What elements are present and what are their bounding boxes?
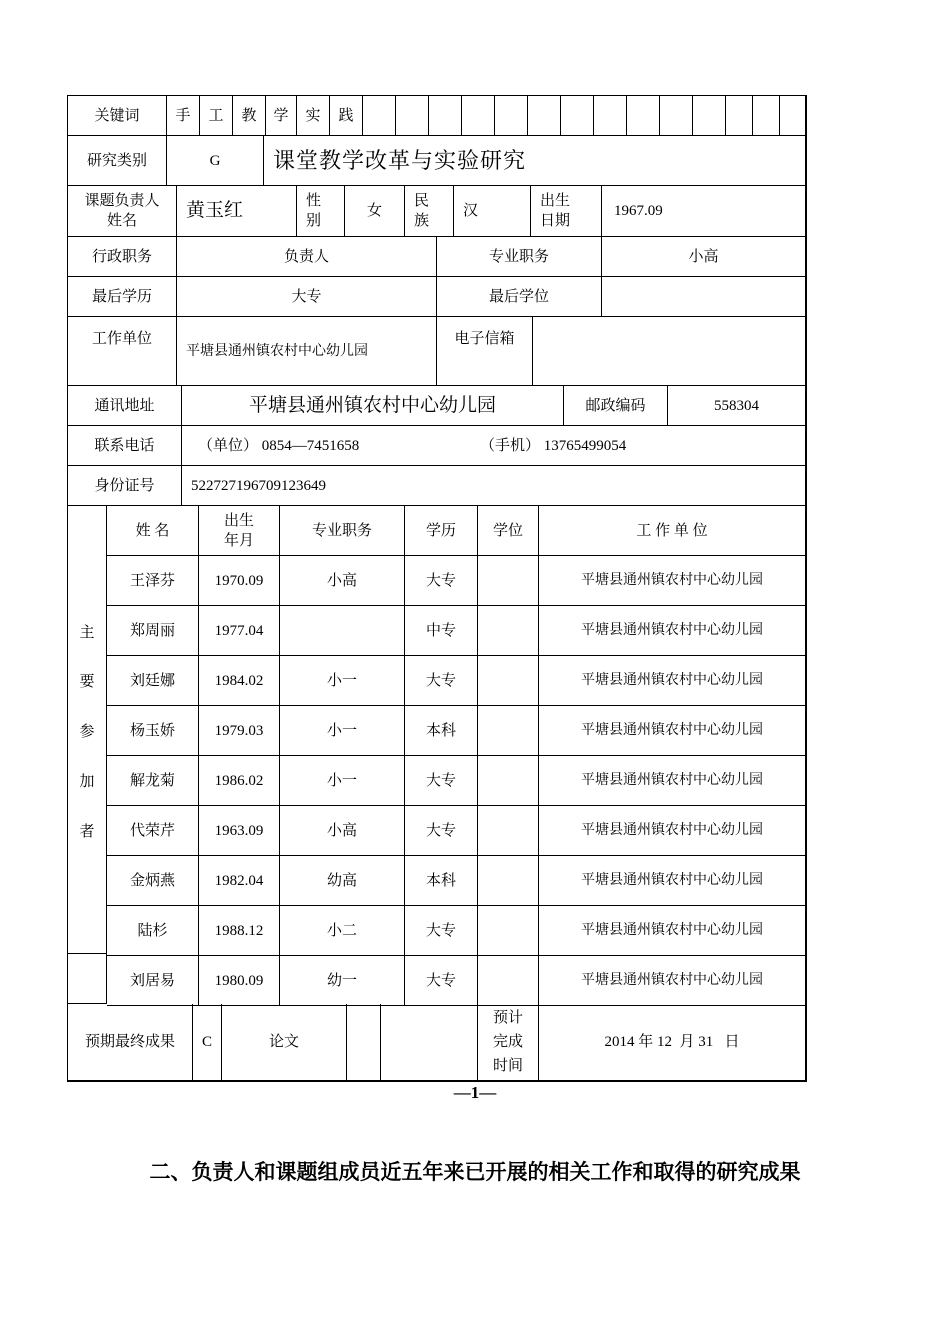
member-edu-cell: 大专	[405, 656, 478, 706]
member-name-cell: 代荣芹	[107, 806, 199, 856]
member-unit-cell: 平塘县通州镇农村中心幼儿园	[539, 956, 806, 1006]
leader-birth-label: 出生 日期	[531, 186, 602, 237]
member-unit-cell: 平塘县通州镇农村中心幼儿园	[539, 756, 806, 806]
leader-ethnic-label: 民 族	[405, 186, 454, 237]
keyword-empty-cell	[561, 96, 594, 136]
members-side-char: 者	[79, 823, 95, 840]
postcode-label: 邮政编码	[564, 386, 668, 426]
keywords-label: 关键词	[68, 96, 167, 136]
phone-mobile: （手机） 13765499054	[480, 437, 627, 454]
keyword-empty-cell	[660, 96, 693, 136]
keyword-empty-cell	[627, 96, 660, 136]
members-side-char: 加	[79, 773, 95, 790]
member-title-cell: 幼高	[280, 856, 405, 906]
member-edu-cell: 大专	[405, 956, 478, 1006]
member-edu-cell: 中专	[405, 606, 478, 656]
keyword-empty-cell	[396, 96, 429, 136]
member-title-cell: 小高	[280, 806, 405, 856]
phone-unit: （单位） 0854—7451658	[198, 437, 360, 454]
phone-label: 联系电话	[68, 426, 182, 466]
leader-name-label: 课题负责人 姓名	[68, 186, 177, 237]
member-degree-cell	[478, 656, 539, 706]
member-edu-cell: 大专	[405, 806, 478, 856]
keyword-empty-cell	[693, 96, 726, 136]
keyword-char: 践	[330, 96, 363, 136]
admin-value: 负责人	[177, 237, 437, 277]
members-side-column-last	[68, 954, 107, 1004]
members-side-char: 参	[79, 723, 95, 740]
member-edu-cell: 大专	[405, 756, 478, 806]
section-heading: 二、负责人和课题组成员近五年来已开展的相关工作和取得的研究成果	[149, 1160, 801, 1184]
result-code: C	[193, 1004, 222, 1081]
member-birth-cell: 1984.02	[199, 656, 280, 706]
keyword-empty-cell	[753, 96, 780, 136]
member-unit-cell: 平塘县通州镇农村中心幼儿园	[539, 806, 806, 856]
member-birth-cell: 1982.04	[199, 856, 280, 906]
member-name-cell: 解龙菊	[107, 756, 199, 806]
phone-values	[182, 426, 806, 466]
member-birth-cell: 1980.09	[199, 956, 280, 1006]
member-degree-cell	[478, 556, 539, 606]
result-empty-cell	[347, 1004, 381, 1081]
member-degree-cell	[478, 756, 539, 806]
pro-title-label: 专业职务	[437, 237, 602, 277]
leader-gender-label: 性 别	[297, 186, 345, 237]
keyword-empty-cell	[726, 96, 753, 136]
member-degree-cell	[478, 606, 539, 656]
keyword-empty-cell	[780, 96, 806, 136]
keyword-empty-cell	[363, 96, 396, 136]
member-name-cell: 陆杉	[107, 906, 199, 956]
col-header-degree: 学位	[478, 506, 539, 556]
member-unit-cell: 平塘县通州镇农村中心幼儿园	[539, 606, 806, 656]
member-unit-cell: 平塘县通州镇农村中心幼儿园	[539, 556, 806, 606]
member-title-cell: 小一	[280, 756, 405, 806]
member-title-cell: 小二	[280, 906, 405, 956]
result-label: 预期最终成果	[68, 1004, 193, 1081]
keyword-char: 学	[266, 96, 297, 136]
member-name-cell: 王泽芬	[107, 556, 199, 606]
member-unit-cell: 平塘县通州镇农村中心幼儿园	[539, 706, 806, 756]
leader-gender: 女	[345, 186, 405, 237]
category-label: 研究类别	[68, 136, 167, 186]
work-unit-label: 工作单位	[68, 317, 177, 386]
category-title: 课堂教学改革与实验研究	[264, 136, 806, 186]
email-value	[533, 317, 806, 386]
member-unit-cell: 平塘县通州镇农村中心幼儿园	[539, 656, 806, 706]
category-code: G	[167, 136, 264, 186]
keyword-empty-cell	[429, 96, 462, 136]
col-header-edu: 学历	[405, 506, 478, 556]
leader-ethnic: 汉	[454, 186, 531, 237]
col-header-birth: 出生 年月	[199, 506, 280, 556]
member-birth-cell: 1979.03	[199, 706, 280, 756]
page-number: —1—	[453, 1083, 497, 1102]
col-header-title: 专业职务	[280, 506, 405, 556]
keyword-empty-cell	[462, 96, 495, 136]
member-degree-cell	[478, 956, 539, 1006]
member-birth-cell: 1977.04	[199, 606, 280, 656]
member-title-cell: 小一	[280, 656, 405, 706]
member-name-cell: 杨玉娇	[107, 706, 199, 756]
completion-date: 2014 年 12 月 31 日	[539, 1004, 806, 1081]
member-title-cell: 小一	[280, 706, 405, 756]
members-side-char: 主	[79, 624, 95, 641]
member-name-cell: 郑周丽	[107, 606, 199, 656]
degree-label: 最后学位	[437, 277, 602, 317]
degree-value	[602, 277, 806, 317]
id-card-value: 522727196709123649	[182, 466, 806, 506]
keyword-empty-cell	[528, 96, 561, 136]
address-label: 通讯地址	[68, 386, 182, 426]
member-edu-cell: 大专	[405, 906, 478, 956]
postcode-value: 558304	[668, 386, 806, 426]
edu-value: 大专	[177, 277, 437, 317]
member-name-cell: 刘居易	[107, 956, 199, 1006]
keyword-char: 工	[200, 96, 233, 136]
pro-title-value: 小高	[602, 237, 806, 277]
members-side-char: 要	[79, 673, 95, 690]
member-edu-cell: 本科	[405, 706, 478, 756]
member-edu-cell: 大专	[405, 556, 478, 606]
member-unit-cell: 平塘县通州镇农村中心幼儿园	[539, 856, 806, 906]
col-header-unit: 工 作 单 位	[539, 506, 806, 556]
completion-time-label: 预计 完成 时间	[478, 1004, 539, 1081]
member-name-cell: 金炳燕	[107, 856, 199, 906]
member-birth-cell: 1988.12	[199, 906, 280, 956]
member-degree-cell	[478, 856, 539, 906]
keyword-char: 教	[233, 96, 266, 136]
result-empty-cell	[381, 1004, 478, 1081]
result-form: 论文	[222, 1004, 347, 1081]
member-degree-cell	[478, 706, 539, 756]
leader-name: 黄玉红	[177, 186, 297, 237]
member-title-cell: 幼一	[280, 956, 405, 1006]
member-edu-cell: 本科	[405, 856, 478, 906]
member-title-cell	[280, 606, 405, 656]
member-degree-cell	[478, 806, 539, 856]
admin-label: 行政职务	[68, 237, 177, 277]
member-birth-cell: 1963.09	[199, 806, 280, 856]
col-header-name: 姓 名	[107, 506, 199, 556]
work-unit-value: 平塘县通州镇农村中心幼儿园	[177, 317, 437, 386]
member-name-cell: 刘廷娜	[107, 656, 199, 706]
edu-label: 最后学历	[68, 277, 177, 317]
member-birth-cell: 1970.09	[199, 556, 280, 606]
email-label: 电子信箱	[437, 317, 533, 386]
member-title-cell: 小高	[280, 556, 405, 606]
member-degree-cell	[478, 906, 539, 956]
keyword-char: 实	[297, 96, 330, 136]
id-card-label: 身份证号	[68, 466, 182, 506]
keyword-empty-cell	[594, 96, 627, 136]
member-unit-cell: 平塘县通州镇农村中心幼儿园	[539, 906, 806, 956]
keyword-char: 手	[167, 96, 200, 136]
leader-birth: 1967.09	[602, 186, 806, 237]
member-birth-cell: 1986.02	[199, 756, 280, 806]
keyword-empty-cell	[495, 96, 528, 136]
address-value: 平塘县通州镇农村中心幼儿园	[182, 386, 564, 426]
